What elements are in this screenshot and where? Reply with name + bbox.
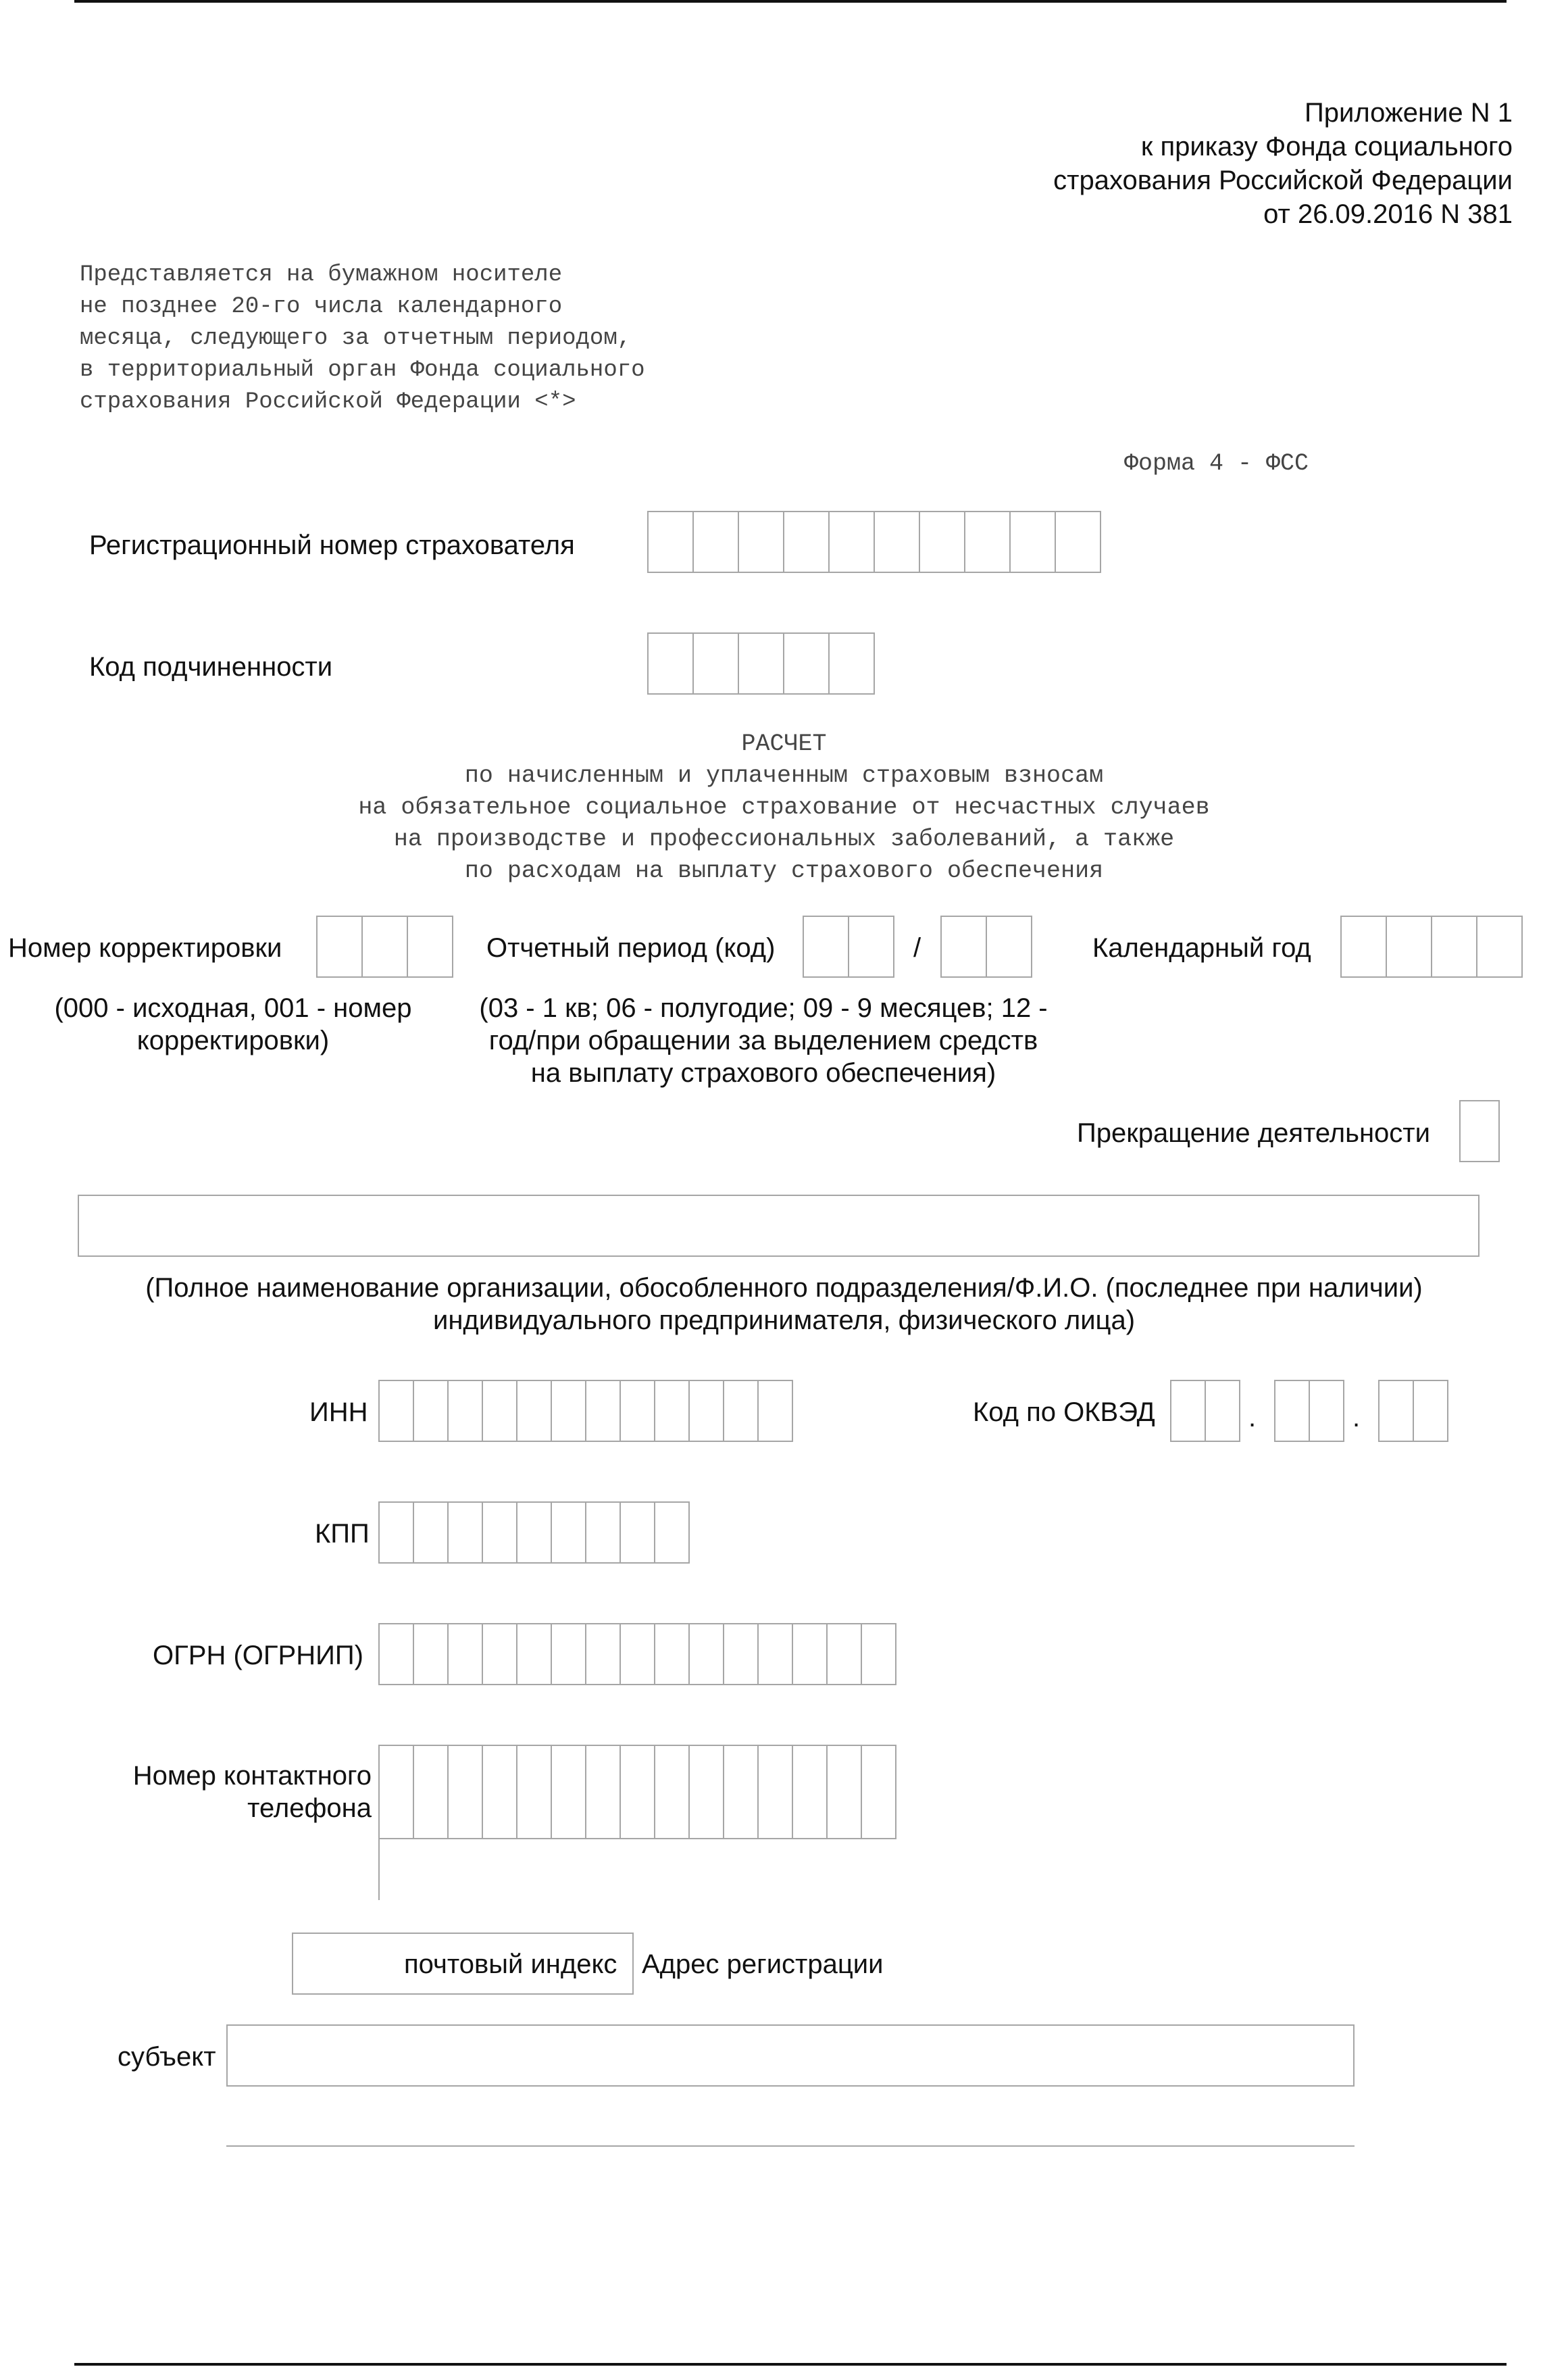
submission-notice: Представляется на бумажном носителе не позднее 20-го числа календарного месяца, следующего за отчетным периодом, в территориальный орган Фонда социального страхования Российской Федерации <*> [80, 262, 645, 415]
okved-cells-3[interactable] [1378, 1380, 1448, 1442]
phone-label: Номер контактного телефона [132, 1761, 372, 1823]
character-cell[interactable] [1205, 1380, 1240, 1442]
character-cell[interactable] [516, 1623, 552, 1685]
correction-label: Номер корректировки [8, 933, 282, 963]
character-cell[interactable] [413, 1380, 449, 1442]
top-rule [74, 0, 1507, 3]
okved-dot-2: . [1352, 1403, 1361, 1432]
okved-cells-1[interactable] [1170, 1380, 1240, 1442]
character-cell[interactable] [828, 511, 875, 573]
character-cell[interactable] [692, 511, 739, 573]
character-cell[interactable] [848, 916, 894, 978]
character-cell[interactable] [378, 1380, 414, 1442]
character-cell[interactable] [1340, 916, 1387, 978]
character-cell[interactable] [447, 1623, 483, 1685]
character-cell[interactable] [861, 1623, 896, 1685]
character-cell[interactable] [413, 1745, 449, 1839]
period-caption: (03 - 1 кв; 06 - полугодие; 09 - 9 месяцев; 12 - год/при обращении за выделением средств на выплату страхового обеспечения) [479, 993, 1048, 1088]
character-cell[interactable] [1055, 511, 1101, 573]
kpp-cells[interactable] [378, 1501, 690, 1564]
character-cell[interactable] [1274, 1380, 1310, 1442]
character-cell[interactable] [316, 916, 363, 978]
character-cell[interactable] [964, 511, 1011, 573]
character-cell[interactable] [378, 1745, 414, 1839]
phone-extension-line [378, 1838, 380, 1900]
character-cell[interactable] [738, 632, 784, 695]
character-cell[interactable] [692, 632, 739, 695]
character-cell[interactable] [619, 1745, 655, 1839]
character-cell[interactable] [585, 1501, 621, 1564]
character-cell[interactable] [647, 632, 694, 695]
character-cell[interactable] [482, 1745, 517, 1839]
correction-caption: (000 - исходная, 001 - номер корректировки) [54, 993, 412, 1055]
period-label: Отчетный период (код) [486, 933, 776, 963]
character-cell[interactable] [654, 1501, 690, 1564]
character-cell[interactable] [688, 1745, 724, 1839]
character-cell[interactable] [1309, 1380, 1344, 1442]
character-cell[interactable] [447, 1380, 483, 1442]
character-cell[interactable] [482, 1501, 517, 1564]
character-cell[interactable] [723, 1745, 759, 1839]
reg-number-cells[interactable] [647, 511, 1101, 573]
character-cell[interactable] [654, 1745, 690, 1839]
termination-label: Прекращение деятельности [1077, 1118, 1430, 1148]
character-cell[interactable] [792, 1623, 828, 1685]
character-cell[interactable] [619, 1380, 655, 1442]
character-cell[interactable] [447, 1501, 483, 1564]
inn-cells[interactable] [378, 1380, 793, 1442]
bottom-rule [74, 2363, 1507, 2366]
form-code: Форма 4 - ФСС [1124, 450, 1309, 477]
org-name-field[interactable] [78, 1195, 1480, 1257]
character-cell[interactable] [1386, 916, 1432, 978]
form-title: РАСЧЕТ по начисленным и уплаченным страховым взносам на обязательное социальное страхование от несчастных случаев на производстве и профессиональных заболеваний, а также по расходам на выплату страхового обеспечения [358, 730, 1210, 884]
character-cell[interactable] [585, 1380, 621, 1442]
character-cell[interactable] [757, 1745, 793, 1839]
address-line [226, 2145, 1355, 2147]
character-cell[interactable] [792, 1745, 828, 1839]
character-cell[interactable] [585, 1745, 621, 1839]
character-cell[interactable] [1476, 916, 1523, 978]
appendix-header: Приложение N 1 к приказу Фонда социального страхования Российской Федерации от 26.09.2016 N 381 [1053, 98, 1513, 229]
character-cell[interactable] [826, 1745, 862, 1839]
character-cell[interactable] [654, 1623, 690, 1685]
period-separator: / [913, 933, 921, 963]
okved-dot-1: . [1248, 1403, 1257, 1432]
character-cell[interactable] [723, 1380, 759, 1442]
ogrn-label: ОГРН (ОГРНИП) [153, 1641, 363, 1670]
character-cell[interactable] [1413, 1380, 1448, 1442]
kpp-label: КПП [315, 1519, 370, 1549]
character-cell[interactable] [874, 511, 920, 573]
character-cell[interactable] [738, 511, 784, 573]
period-cells-1[interactable] [803, 916, 894, 978]
character-cell[interactable] [647, 511, 694, 573]
character-cell[interactable] [826, 1623, 862, 1685]
subordination-label: Код подчиненности [89, 652, 333, 682]
character-cell[interactable] [757, 1623, 793, 1685]
character-cell[interactable] [482, 1623, 517, 1685]
character-cell[interactable] [803, 916, 849, 978]
character-cell[interactable] [407, 916, 453, 978]
character-cell[interactable] [619, 1501, 655, 1564]
year-cells[interactable] [1340, 916, 1523, 978]
character-cell[interactable] [551, 1623, 586, 1685]
character-cell[interactable] [447, 1745, 483, 1839]
character-cell[interactable] [1170, 1380, 1206, 1442]
character-cell[interactable] [940, 916, 987, 978]
character-cell[interactable] [1009, 511, 1056, 573]
period-cells-2[interactable] [940, 916, 1032, 978]
character-cell[interactable] [378, 1501, 414, 1564]
character-cell[interactable] [688, 1623, 724, 1685]
character-cell[interactable] [516, 1745, 552, 1839]
character-cell[interactable] [861, 1745, 896, 1839]
character-cell[interactable] [1431, 916, 1477, 978]
character-cell[interactable] [986, 916, 1032, 978]
character-cell[interactable] [654, 1380, 690, 1442]
postal-index-label: почтовый индекс [404, 1949, 617, 1979]
registration-address-label: Адрес регистрации [642, 1949, 884, 1979]
subject-field[interactable] [226, 2024, 1355, 2087]
character-cell[interactable] [619, 1623, 655, 1685]
character-cell[interactable] [413, 1501, 449, 1564]
character-cell[interactable] [551, 1380, 586, 1442]
character-cell[interactable] [783, 632, 830, 695]
character-cell[interactable] [516, 1501, 552, 1564]
phone-cells[interactable] [378, 1745, 896, 1839]
character-cell[interactable] [551, 1745, 586, 1839]
reg-number-label: Регистрационный номер страхователя [89, 530, 575, 560]
year-label: Календарный год [1092, 933, 1311, 963]
character-cell[interactable] [551, 1501, 586, 1564]
character-cell[interactable] [516, 1380, 552, 1442]
character-cell[interactable] [919, 511, 965, 573]
subject-label: субъект [118, 2042, 216, 2072]
character-cell[interactable] [828, 632, 875, 695]
correction-cells[interactable] [316, 916, 453, 978]
character-cell[interactable] [413, 1623, 449, 1685]
character-cell[interactable] [1459, 1100, 1500, 1162]
character-cell[interactable] [783, 511, 830, 573]
character-cell[interactable] [361, 916, 408, 978]
termination-cell[interactable] [1459, 1100, 1500, 1162]
ogrn-cells[interactable] [378, 1623, 896, 1685]
character-cell[interactable] [723, 1623, 759, 1685]
character-cell[interactable] [482, 1380, 517, 1442]
okved-cells-2[interactable] [1274, 1380, 1344, 1442]
character-cell[interactable] [1378, 1380, 1414, 1442]
okved-label: Код по ОКВЭД [973, 1397, 1155, 1427]
org-name-caption: (Полное наименование организации, обособленного подразделения/Ф.И.О. (последнее при наличии) индивидуального предпринимателя, физического лица) [145, 1273, 1423, 1335]
character-cell[interactable] [757, 1380, 793, 1442]
subordination-cells[interactable] [647, 632, 875, 695]
character-cell[interactable] [585, 1623, 621, 1685]
inn-label: ИНН [309, 1397, 368, 1427]
character-cell[interactable] [378, 1623, 414, 1685]
character-cell[interactable] [688, 1380, 724, 1442]
